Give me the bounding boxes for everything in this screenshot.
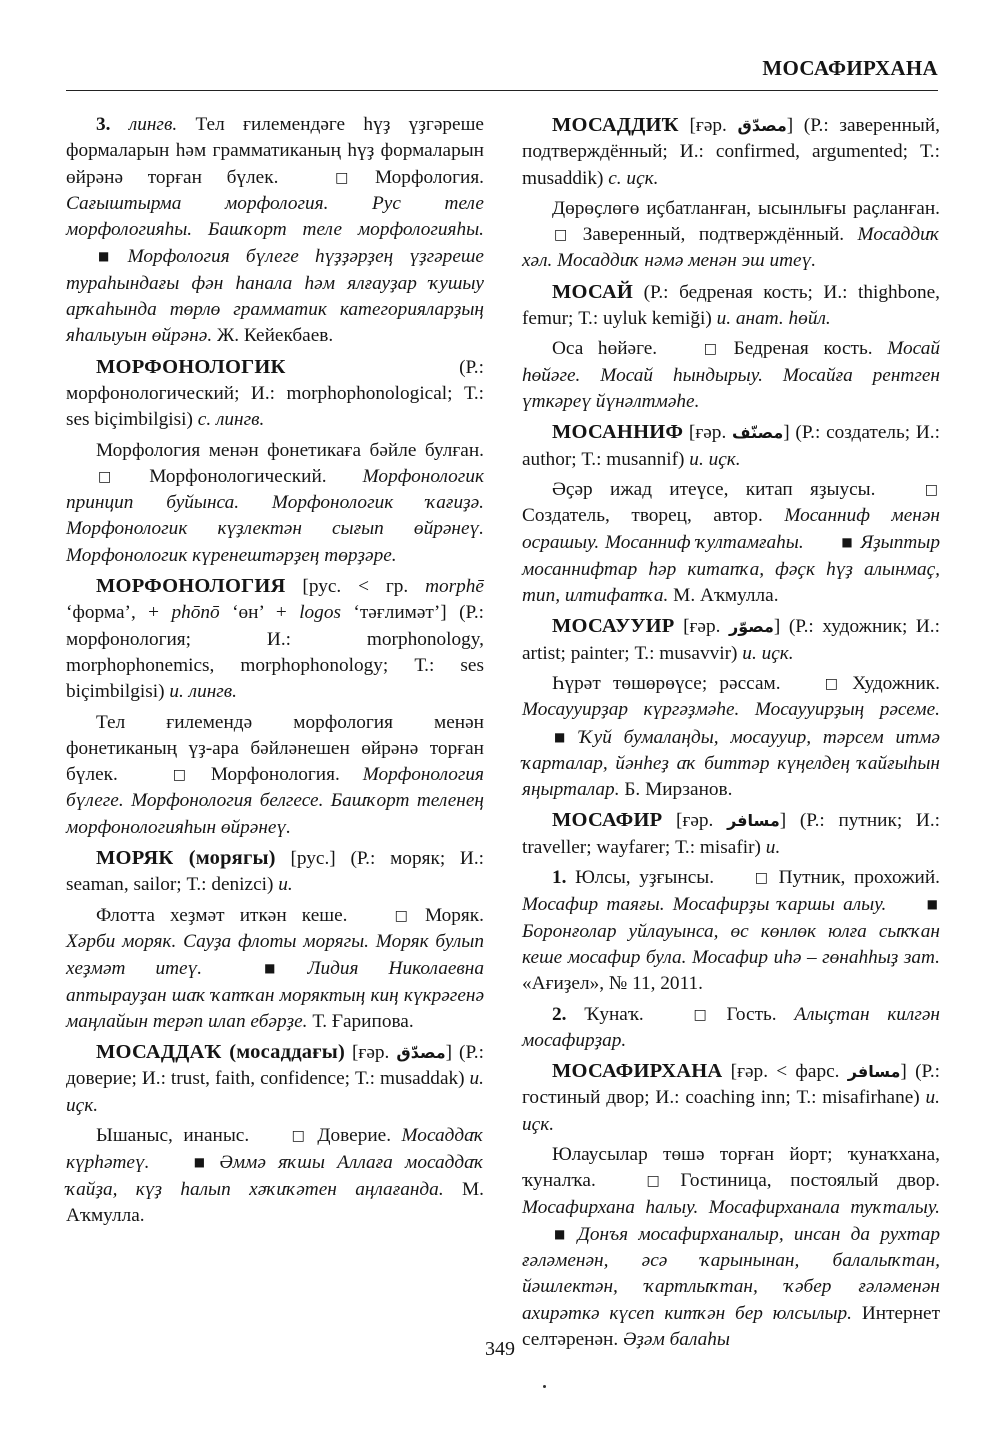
headword: МОРФОНОЛОГИЯ (96, 575, 286, 598)
headword: МОСАДДИҠ (552, 114, 679, 136)
square-outline-icon: □ (335, 169, 349, 186)
square-filled-icon: ■ (554, 1226, 566, 1241)
print-speck (543, 1385, 546, 1388)
square-outline-icon: □ (824, 675, 838, 692)
square-outline-icon: □ (693, 1006, 707, 1023)
arabic-etymon: مسافر (727, 811, 780, 831)
square-filled-icon: ■ (264, 961, 276, 976)
square-outline-icon: □ (554, 227, 568, 244)
entry-headword: МОРЯК (морягы) [рус.] (Р.: моряк; И.: seaman, sailor; Т.: denizci) и. (66, 847, 485, 896)
entry-sense: 3. лингв. Тел ғилемендәге һүҙ үҙгәреше формаларын һәм грамматиканың һүҙ формаларын өйрәнә торған бүлек. □ Морфология. Сағыштырма морфология. Рус теле морфологияһы. Башҡорт теле морфологияһы. ■ Морфология бүлеге һүҙҙәрҙең үҙгәреше тураһындағы фән һанала һәм ялғауҙар ҡушыу арҡаһында төрлө грамматик категорияларҙың яһалыуын өйрәнә. Ж. Кейекбаев. (66, 114, 485, 347)
headword: МОСАУУИР (552, 615, 675, 638)
entry-definition: Морфология менән фонетикаға бәйле булған. □ Морфонологический. Морфонологик принцип буйынса. Морфонологик ҡағиҙә. Морфонологик күҙлектән сығып өйрәнеү. Морфонологик күренештәрҙең төрҙәре. (66, 439, 484, 566)
square-outline-icon: □ (98, 468, 112, 485)
entry-definition: Дөрөҫлөгө иҫбатланған, ысынлығы раҫланған. □ Заверенный, подтверждённый. Мосаддиҡ хәл. Мосаддиҡ нәмә менән эш итеү. (522, 197, 940, 272)
square-outline-icon: □ (394, 907, 408, 924)
entry-headword: МОСАЙ (Р.: бедреная кость; И.: thighbone, femur; Т.: uyluk kemiği) и. анат. һөйл. (522, 280, 940, 330)
square-filled-icon: ■ (98, 249, 110, 264)
entry-definition: Әҫәр ижад итеүсе, китап яҙыусы. □ Создатель, творец, автор. Мосанниф менән осрашыу. Мосанниф ҡултамғаһы. ■ Яҙыптыр мосаннифтар һәр китапҡа, фәҫк һүҙ алынмаҫ, тип, илтифатҡа. М. Аҡмулла. (522, 478, 940, 607)
entry-definition: Юлаусылар төшә торған йорт; ҡунаҡхана, ҡуналҡа. □ Гостиница, постоялый двор. Мосафирхана һалыу. Мосафирханала туҡталыу. ■ Донъя мосафирханалыр, инсан да рухтар ғәләменән, әсә ҡарынынан, балалыҡтан, йәшлектән, ҡартлыҡтан, ҡәбер ғәләменән ахирәткә күсеп китҡән бер юлсылыр. Интернет селтәренән. Әҙәм балаһы (522, 1143, 940, 1351)
entry-headword: МОРФОНОЛОГИЯ [рус. < гр. morphē ‘форма’, + phōnō ‘өн’ + logos ‘тәғлимәт’] (Р.: морфонология; И.: morphonology, morphophonemics, morphophonology; Т.: ses biçimbilgisi) и. лингв. (66, 575, 485, 703)
square-filled-icon: ■ (926, 897, 938, 912)
left-column (66, 112, 484, 1233)
square-outline-icon: □ (924, 481, 939, 498)
entry-headword: МОСАФИРХАНА [ғәр. < фарс. مسافر] (Р.: гостиный двор; И.: coaching inn; Т.: misafirhane) и. иҫк. (522, 1060, 941, 1135)
entry-definition: Тел ғилемендә морфология менән фонетиканың үҙ-ара бәйләнешен өйрәнә торған бүлек. □ Морфонология. Морфонология бүлеге. Морфонология белгесе. Башҡорт теленең морфонологияһын өйрәнеү. (66, 711, 484, 838)
arabic-etymon: مسافر (847, 1062, 901, 1082)
headword: МОСАННИФ (552, 421, 684, 444)
square-outline-icon: □ (172, 767, 186, 784)
entry-headword: МОСАУУИР [ғәр. مصوّر] (Р.: художник; И.: artist; painter; Т.: musavvir) и. иҫк. (522, 615, 940, 664)
square-filled-icon: ■ (193, 1155, 206, 1170)
page-number: 349 (485, 1338, 515, 1360)
headword: МОСАФИР (552, 809, 663, 832)
square-outline-icon: □ (646, 1173, 660, 1190)
entry-definition: Оса һөйәге. □ Бедреная кость. Мосай һөйәге. Мосай һындырыу. Мосайға рентген үткәреү йүнәлтмәһе. (522, 338, 940, 412)
running-header (66, 54, 938, 91)
entry-headword: МОСАДДАҠ (мосаддағы) [ғәр. مصدّق] (Р.: доверие; И.: trust, faith, confidence; Т.: musaddak) и. иҫк. (66, 1041, 484, 1116)
headword: МОРЯК (морягы) (96, 847, 276, 870)
entry-definition: Һүрәт төшөрөүсе; рәссам. □ Художник. Мосаууирҙар күргәҙмәһе. Мосаууирҙың рәсеме. ■ Ҡуй бумалаңды, мосаууир, тәрсем итмә ҡарталар, йәнһеҙ аҡ биттәр күңелдең ҡайғыһын яңырталар. Б. Мирзанов. (522, 672, 940, 801)
headword: МОРФОНОЛОГИК (96, 355, 286, 378)
square-filled-icon: ■ (841, 535, 853, 550)
square-outline-icon: □ (754, 870, 768, 887)
entry-definition: Флотта хеҙмәт иткән кеше. □ Моряк. Хәрби моряк. Сауҙа флоты морягы. Моряк булып хеҙмәт итеү. ■ Лидия Николаевна аптырауҙан шаҡ ҡатҡан моряктың киң күкрәгенә маңлайын терәп илап ебәрҙе. Т. Ғарипова. (66, 904, 484, 1032)
square-outline-icon: □ (291, 1127, 305, 1144)
entry-sense: 1. Юлсы, уҙғынсы. □ Путник, прохожий. Мосафир таяғы. Мосафирҙы ҡаршы алыу. ■ Боронғолар уйлауынса, өс көнлөк юлға сыҡҡан кеше мосафир була. Мосафир иһә – гөнаһһыҙ зат. «Ағиҙел», № 11, 2011. (522, 867, 940, 995)
running-title: МОСАФИРХАНА (762, 56, 938, 80)
headword: МОСАФИРХАНА (552, 1060, 723, 1083)
entry-headword: МОСАДДИҠ [ғәр. مصدّق] (Р.: заверенный, подтверждённый; И.: confirmed, argumented; Т.: musaddik) с. иҫк. (522, 114, 940, 189)
arabic-etymon: مصدّق (396, 1043, 446, 1063)
right-column (522, 112, 940, 1357)
headword: МОСАДДАҠ (мосаддағы) (96, 1041, 345, 1064)
arabic-etymon: مصوّر (728, 617, 774, 637)
square-outline-icon: □ (703, 341, 718, 358)
entry-sense: 2. Ҡунаҡ. □ Гость. Алыҫтан килгән мосафирҙар. (522, 1003, 940, 1051)
entry-headword: МОСАФИР [ғәр. مسافر] (Р.: путник; И.: traveller; wayfarer; Т.: misafir) и. (522, 809, 940, 858)
entry-headword: МОРФОНОЛОГИК (Р.: морфонологический; И.: morphophonological; Т.: ses biçimbilgisi) с. лингв. (66, 355, 484, 431)
arabic-etymon: مصدّق (737, 116, 787, 135)
arabic-etymon: مصنّف (732, 423, 784, 443)
headword: МОСАЙ (552, 280, 634, 303)
entry-headword: МОСАННИФ [ғәр. مصنّف] (Р.: создатель; И.: author; Т.: musannif) и. иҫк. (522, 421, 940, 470)
square-filled-icon: ■ (554, 729, 566, 744)
entry-definition: Ышаныс, инаныс. □ Доверие. Мосаддаҡ күрһәтеү. ■ Әммә яҡшы Аллаға мосаддаҡ ҡайҙа, күҙ һалып хәҡиҡәтен аңлағанда. М. Аҡмулла. (66, 1124, 484, 1226)
